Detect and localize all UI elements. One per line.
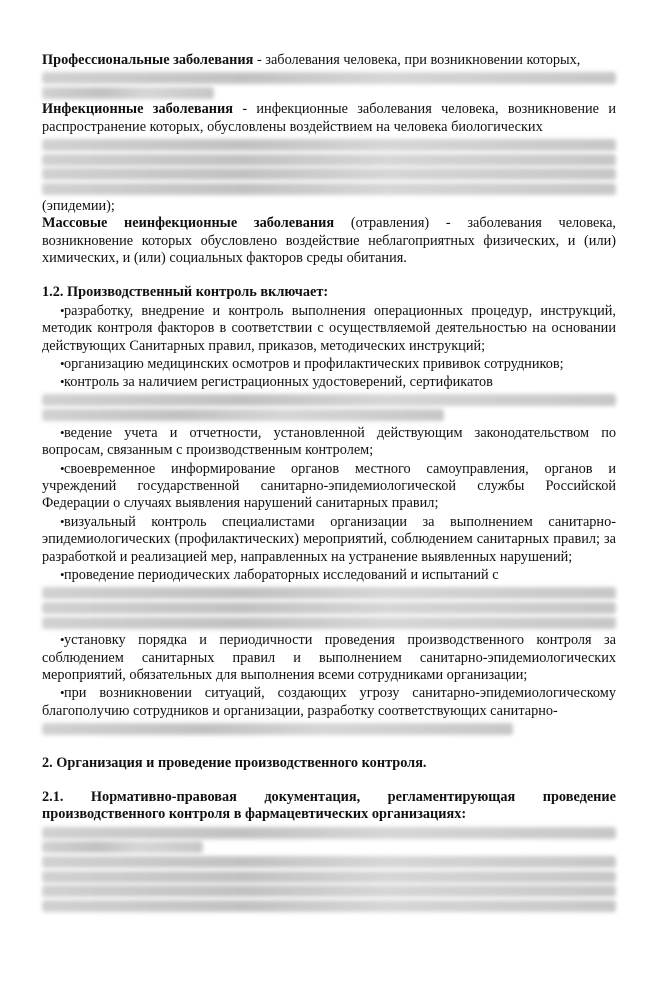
blurred-text: [42, 856, 616, 868]
blurred-text: [42, 183, 616, 195]
term-infectious: Инфекционные заболевания: [42, 101, 234, 118]
term-professional: Профессиональные заболевания: [42, 52, 254, 68]
definition-text: - заболевания человека, при возникновении которых,: [253, 52, 581, 68]
blurred-text: [42, 139, 616, 151]
blurred-text: [42, 168, 616, 180]
section-2-heading: 2. Организация и проведение производственного контроля.: [42, 754, 427, 771]
list-item: • разработку, внедрение и контроль выполнения операционных процедур, инструкций, методик контроля факторов в соответствии с осуществляемой деятельностью на основании действующих Санитарных правил, приказов, методических инструкций;: [42, 302, 616, 355]
list-item: • организацию медицинских осмотров и профилактических прививок сотрудников;: [42, 355, 616, 373]
list-item: • при возникновении ситуаций, создающих угрозу санитарно-эпидемиологическому благополучию сотрудников и организации, разработку соответствующих санитарно-: [42, 684, 616, 720]
blurred-text: [42, 885, 616, 897]
blurred-text: [42, 409, 444, 421]
blurred-text: [42, 602, 616, 614]
blurred-text: [42, 72, 616, 84]
blurred-text: [42, 900, 616, 912]
list-item: • контроль за наличием регистрационных удостоверений, сертификатов: [42, 373, 616, 391]
definition-mass: [42, 215, 616, 267]
blurred-text: [42, 587, 616, 599]
definition-text: - инфекционные заболевания человека, возникновение и распространение которых, обусловлены воздействием на человека биологических: [42, 101, 616, 135]
section-1-2-heading: 1.2. Производственный контроль включает:: [42, 284, 329, 301]
spacer: [42, 738, 616, 755]
blurred-text: [42, 841, 203, 853]
term-mass: Массовые неинфекционные заболевания: [42, 215, 335, 232]
spacer: [42, 267, 616, 284]
definition-infectious-tail: (эпидемии);: [42, 197, 115, 214]
section-2-1-heading: 2.1. Нормативно-правовая документация, регламентирующая проведение производственного контроля в фармацевтических организациях:: [42, 789, 616, 823]
blurred-text: [42, 827, 616, 839]
definition-professional: [42, 52, 616, 69]
list-item: • установку порядка и периодичности проведения производственного контроля за соблюдением санитарных правил и выполнением санитарно-эпидемиологических мероприятий, обязательных для выполнения всеми сотрудниками организации;: [42, 631, 616, 684]
definition-infectious: [42, 101, 616, 136]
blurred-text: [42, 87, 214, 99]
spacer: [42, 772, 616, 789]
list-item: • ведение учета и отчетности, установленной действующим законодательством по вопросам, связанным с производственным контролем;: [42, 424, 616, 460]
list-item: • своевременное информирование органов местного самоуправления, органов и учреждений государственной санитарно-эпидемиологической службы Российской Федерации о случаях выявления нарушений санитарных правил;: [42, 460, 616, 513]
list-item: • проведение периодических лабораторных исследований и испытаний с: [42, 566, 616, 584]
blurred-text: [42, 723, 513, 735]
list-item: • визуальный контроль специалистами организации за выполнением санитарно-эпидемиологических (профилактических) мероприятий, соблюдением санитарных правил; за разработкой и реализацией мер, направленных на устранение выявленных нарушений;: [42, 513, 616, 566]
blurred-text: [42, 394, 616, 406]
blurred-text: [42, 871, 616, 883]
blurred-text: [42, 617, 616, 629]
blurred-text: [42, 154, 616, 166]
definition-text: (отравления) - заболевания человека, возникновение которых обусловлено воздействие неблагоприятных физических, и (или) химических, и (или) социальных факторов среды обитания.: [42, 215, 616, 266]
